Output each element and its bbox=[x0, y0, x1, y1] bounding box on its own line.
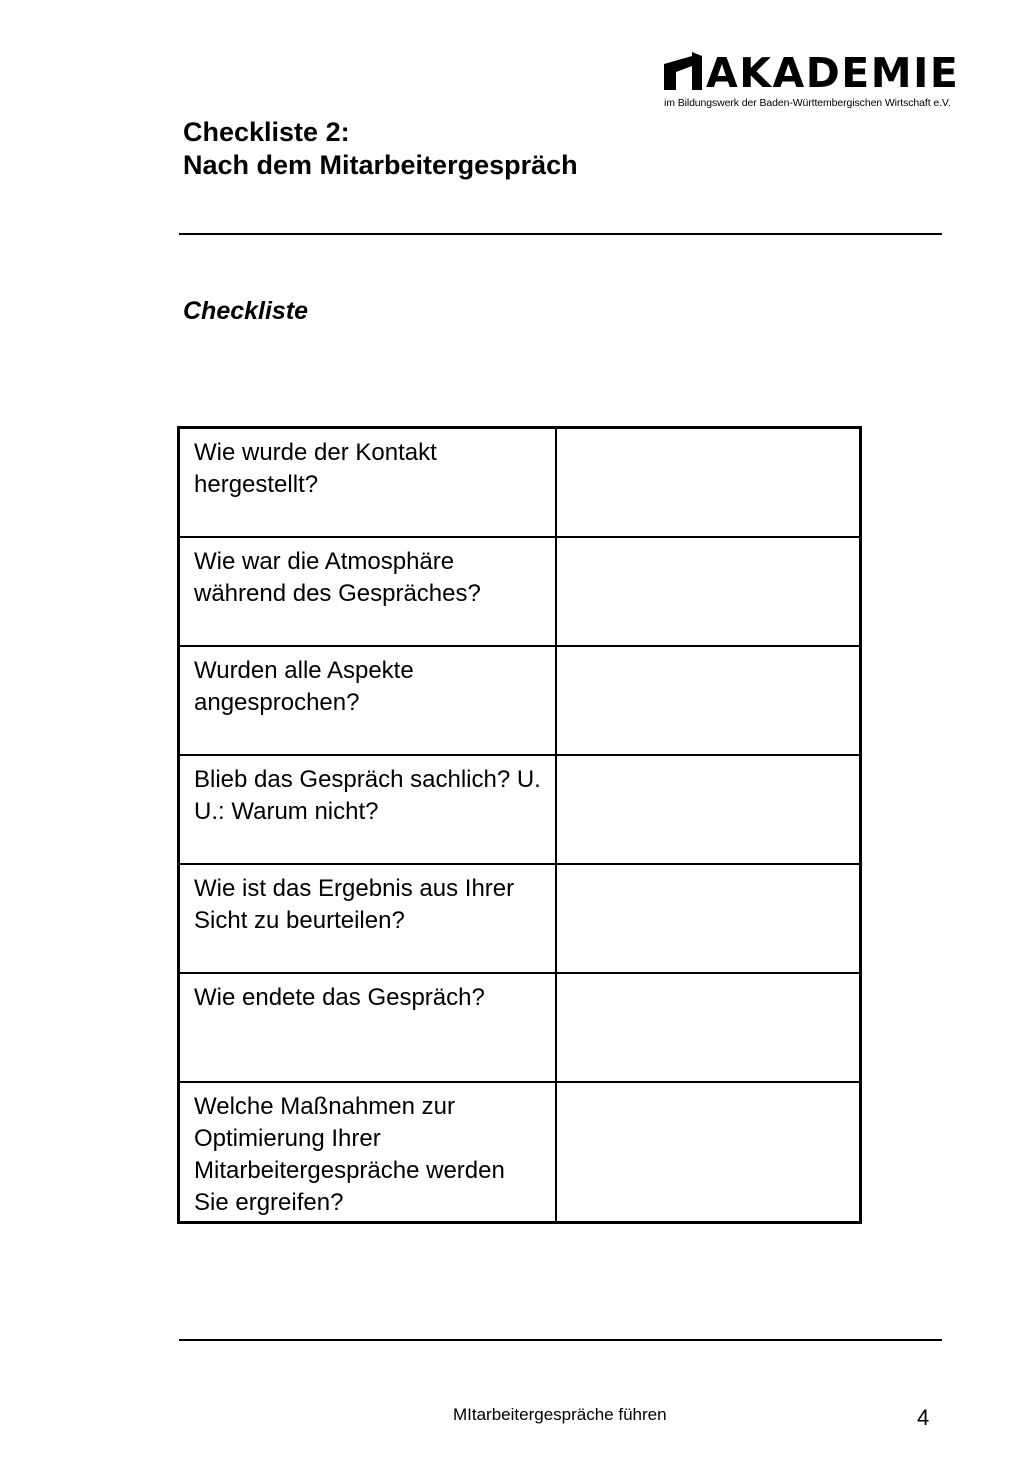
footer-title: MItarbeitergespräche führen bbox=[453, 1405, 667, 1424]
table-row bbox=[179, 973, 861, 1082]
answer-cell[interactable] bbox=[556, 646, 861, 755]
logo-wordmark: AKADEMIE bbox=[706, 49, 960, 97]
table-row bbox=[179, 864, 861, 973]
answer-cell[interactable] bbox=[556, 1082, 861, 1223]
question-cell: Wurden alle Aspekte angesprochen? bbox=[179, 646, 556, 755]
title-line-2: Nach dem Mitarbeitergespräch bbox=[183, 150, 578, 180]
footer-divider bbox=[179, 1339, 942, 1341]
question-cell: Welche Maßnahmen zur Optimierung Ihrer Mitarbeitergespräche werden Sie ergreifen? bbox=[179, 1082, 556, 1223]
table-row bbox=[179, 646, 861, 755]
question-cell: Wie wurde der Kontakt hergestellt? bbox=[179, 428, 556, 537]
section-subtitle: Checkliste bbox=[183, 297, 309, 325]
question-cell: Wie endete das Gespräch? bbox=[179, 973, 556, 1082]
checklist-table bbox=[177, 426, 862, 1224]
logo-subtitle: im Bildungswerk der Baden-Württembergischen Wirtschaft e.V. bbox=[664, 97, 951, 109]
question-cell: Wie ist das Ergebnis aus Ihrer Sicht zu beurteilen? bbox=[179, 864, 556, 973]
table-row bbox=[179, 1082, 861, 1223]
table-row bbox=[179, 755, 861, 864]
title-line-1: Checkliste 2: bbox=[183, 117, 350, 147]
question-cell: Wie war die Atmosphäre während des Gespräches? bbox=[179, 537, 556, 646]
page-number: 4 bbox=[917, 1405, 930, 1430]
answer-cell[interactable] bbox=[556, 428, 861, 537]
answer-cell[interactable] bbox=[556, 973, 861, 1082]
question-cell: Blieb das Gespräch sachlich? U. U.: Warum nicht? bbox=[179, 755, 556, 864]
logo-mark-icon bbox=[662, 50, 704, 94]
table-row bbox=[179, 428, 861, 537]
answer-cell[interactable] bbox=[556, 755, 861, 864]
akademie-logo bbox=[662, 48, 960, 112]
answer-cell[interactable] bbox=[556, 864, 861, 973]
page-title bbox=[183, 116, 578, 182]
header-divider bbox=[179, 233, 942, 235]
answer-cell[interactable] bbox=[556, 537, 861, 646]
table-row bbox=[179, 537, 861, 646]
